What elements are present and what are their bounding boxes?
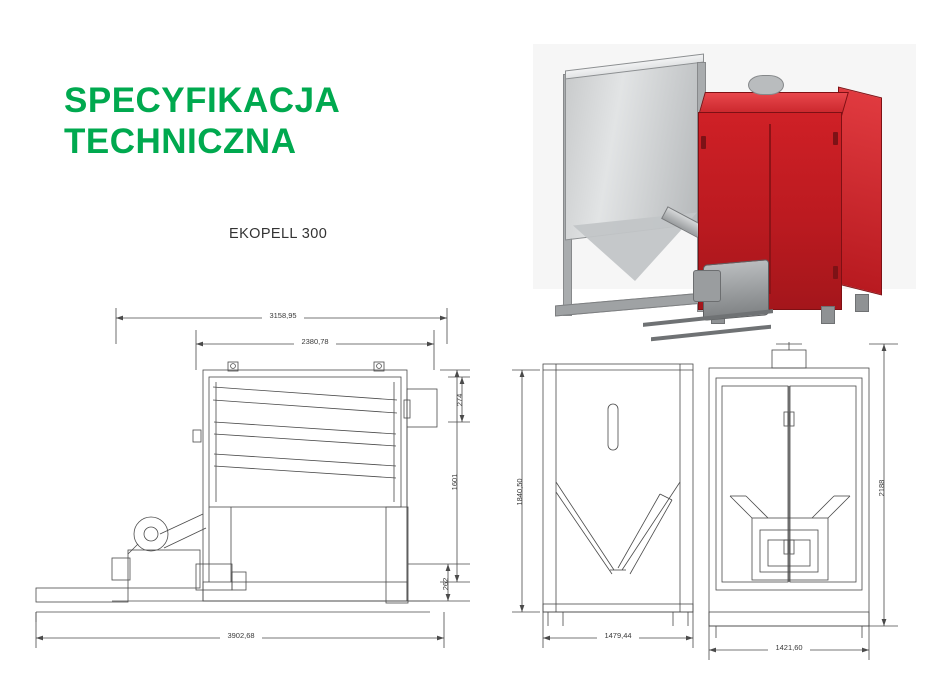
boiler-hinge-icon — [701, 136, 706, 149]
dim-side-body-length: 2380,78 — [301, 337, 329, 346]
boiler-hinge-icon — [833, 132, 838, 145]
title-line-2: TECHNICZNA — [64, 122, 297, 162]
dim-silo-width: 1479,44 — [604, 631, 632, 640]
boiler-hinge-icon — [833, 266, 838, 279]
technical-drawings — [0, 282, 933, 662]
title-line-1: SPECYFIKACJA — [64, 81, 341, 120]
boiler-side-panel — [838, 87, 882, 296]
page-title — [64, 80, 340, 163]
boiler-flue-cap — [748, 75, 784, 95]
dim-boiler-total-height: 2188 — [877, 479, 886, 497]
model-label: EKOPELL 300 — [229, 226, 328, 242]
dim-silo-height: 1840,50 — [515, 478, 524, 506]
dim-side-base-height: 262 — [441, 577, 450, 591]
silo-rear-elevation-drawing — [512, 364, 693, 648]
dim-side-height: 1601 — [450, 473, 459, 491]
boiler-door-gap — [769, 124, 771, 294]
side-elevation-drawing — [36, 308, 470, 648]
dim-side-overall-upper: 3158,95 — [269, 311, 297, 320]
dim-boiler-width: 1421,60 — [775, 643, 803, 652]
dim-side-upper-height: 274 — [455, 393, 464, 407]
dim-side-total-length: 3902,68 — [227, 631, 255, 640]
boiler-front-elevation-drawing — [709, 342, 898, 660]
